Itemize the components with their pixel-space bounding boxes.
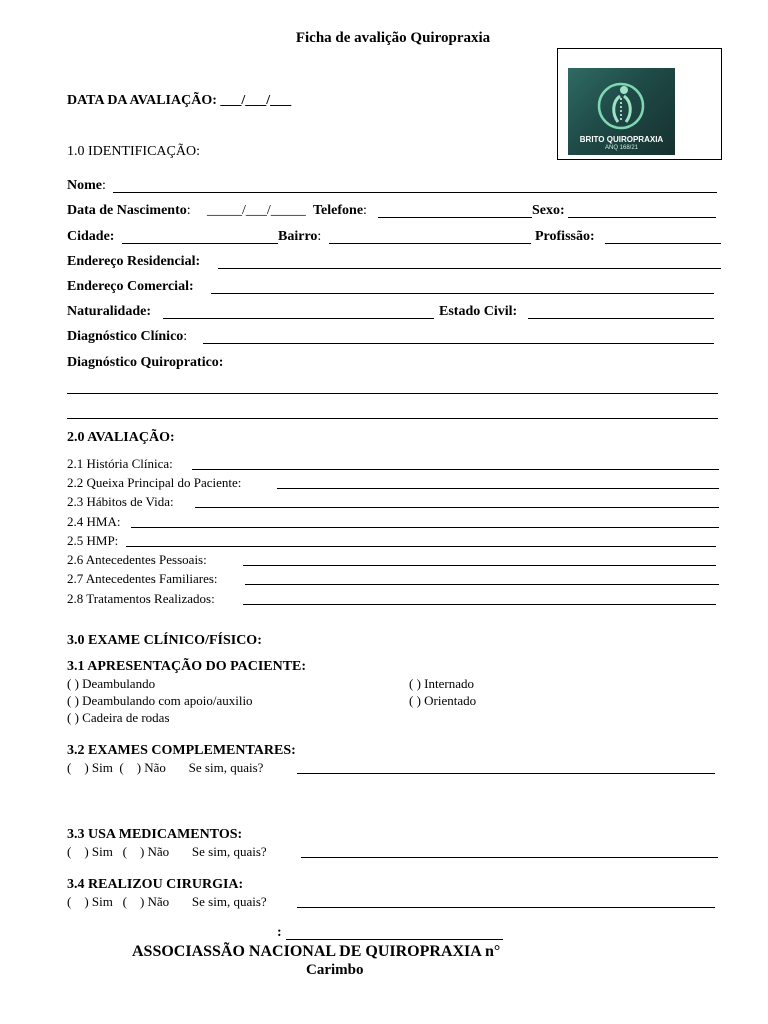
naturality-field[interactable] — [163, 318, 434, 319]
brand-name: BRITO QUIROPRAXIA — [579, 135, 664, 144]
signature-colon: : — [277, 925, 282, 940]
birth-date-field[interactable]: _____/___/_____ — [207, 203, 306, 218]
sex-label: Sexo: — [532, 203, 565, 218]
evaluation-field[interactable] — [277, 488, 719, 489]
evaluation-item: 2.3 Hábitos de Vida: — [67, 494, 174, 509]
work-address-label: Endereço Comercial: — [67, 279, 194, 294]
name-label: Nome: — [67, 178, 106, 193]
exam-heading: 3.0 EXAME CLÍNICO/FÍSICO: — [67, 633, 262, 648]
city-field[interactable] — [122, 243, 278, 244]
option-wheelchair[interactable]: ( ) Cadeira de rodas — [67, 710, 170, 725]
complementary-exams-answer[interactable]: ( ) Sim ( ) Não Se sim, quais? — [67, 760, 264, 775]
association-name: ASSOCIASSÃO NACIONAL DE QUIROPRAXIA n° — [132, 943, 501, 960]
option-hospitalized[interactable]: ( ) Internado — [409, 676, 474, 691]
medication-answer[interactable]: ( ) Sim ( ) Não Se sim, quais? — [67, 844, 267, 859]
profession-field[interactable] — [605, 243, 721, 244]
option-walking-assisted[interactable]: ( ) Deambulando com apoio/auxilio — [67, 693, 253, 708]
name-field[interactable] — [113, 192, 717, 193]
marital-status-label: Estado Civil: — [439, 304, 518, 319]
evaluation-field[interactable] — [126, 546, 716, 547]
profession-label: Profissão: — [535, 229, 595, 244]
bairro-label: Bairro: — [278, 229, 322, 244]
complementary-exams-field[interactable] — [297, 773, 715, 774]
marital-status-field[interactable] — [528, 318, 714, 319]
surgery-answer[interactable]: ( ) Sim ( ) Não Se sim, quais? — [67, 894, 267, 909]
work-address-field[interactable] — [211, 293, 714, 294]
identification-heading: 1.0 IDENTIFICAÇÃO: — [67, 144, 200, 159]
evaluation-item: 2.1 História Clínica: — [67, 456, 173, 471]
signature-line[interactable] — [286, 939, 503, 940]
home-address-label: Endereço Residencial: — [67, 254, 201, 269]
evaluation-field[interactable] — [243, 565, 716, 566]
evaluation-item: 2.8 Tratamentos Realizados: — [67, 591, 215, 606]
clinical-diagnosis-field[interactable] — [203, 343, 714, 344]
evaluation-field[interactable] — [131, 527, 719, 528]
brand-registration: ANQ 168/21 — [604, 145, 639, 151]
evaluation-date-label: DATA DA AVALIAÇÃO: ___/___/___ — [67, 93, 292, 108]
city-label: Cidade: — [67, 229, 115, 244]
bairro-field[interactable] — [329, 243, 531, 244]
evaluation-item: 2.5 HMP: — [67, 533, 119, 548]
phone-field[interactable] — [378, 217, 532, 218]
evaluation-item: 2.6 Antecedentes Pessoais: — [67, 552, 207, 567]
brand-logo — [568, 68, 675, 155]
birth-date-label: Data de Nascimento: — [67, 203, 191, 218]
evaluation-item: 2.4 HMA: — [67, 514, 121, 529]
evaluation-item: 2.2 Queixa Principal do Paciente: — [67, 475, 242, 490]
home-address-field[interactable] — [218, 268, 721, 269]
evaluation-field[interactable] — [243, 604, 716, 605]
chiro-diagnosis-line-1[interactable] — [67, 393, 718, 394]
chiro-diagnosis-line-2[interactable] — [67, 418, 718, 419]
naturality-label: Naturalidade: — [67, 304, 151, 319]
option-oriented[interactable]: ( ) Orientado — [409, 693, 477, 708]
clinical-diagnosis-label: Diagnóstico Clínico: — [67, 329, 188, 344]
surgery-field[interactable] — [297, 907, 715, 908]
complementary-exams-heading: 3.2 EXAMES COMPLEMENTARES: — [67, 743, 296, 758]
page-title: Ficha de avalição Quiropraxia — [295, 30, 491, 46]
stamp-label: Carimbo — [306, 962, 364, 978]
presentation-heading: 3.1 APRESENTAÇÃO DO PACIENTE: — [67, 659, 307, 674]
phone-label: Telefone: — [313, 203, 367, 218]
evaluation-heading: 2.0 AVALIAÇÃO: — [67, 430, 175, 445]
option-walking[interactable]: ( ) Deambulando — [67, 676, 156, 691]
evaluation-field[interactable] — [192, 469, 719, 470]
evaluation-field[interactable] — [245, 584, 719, 585]
evaluation-item: 2.7 Antecedentes Familiares: — [67, 571, 218, 586]
chiro-diagnosis-label: Diagnóstico Quiropratico: — [67, 355, 224, 370]
evaluation-field[interactable] — [195, 507, 719, 508]
logo-frame — [557, 48, 722, 160]
sex-field[interactable] — [568, 217, 716, 218]
surgery-heading: 3.4 REALIZOU CIRURGIA: — [67, 877, 244, 892]
medication-heading: 3.3 USA MEDICAMENTOS: — [67, 827, 243, 842]
medication-field[interactable] — [301, 857, 718, 858]
